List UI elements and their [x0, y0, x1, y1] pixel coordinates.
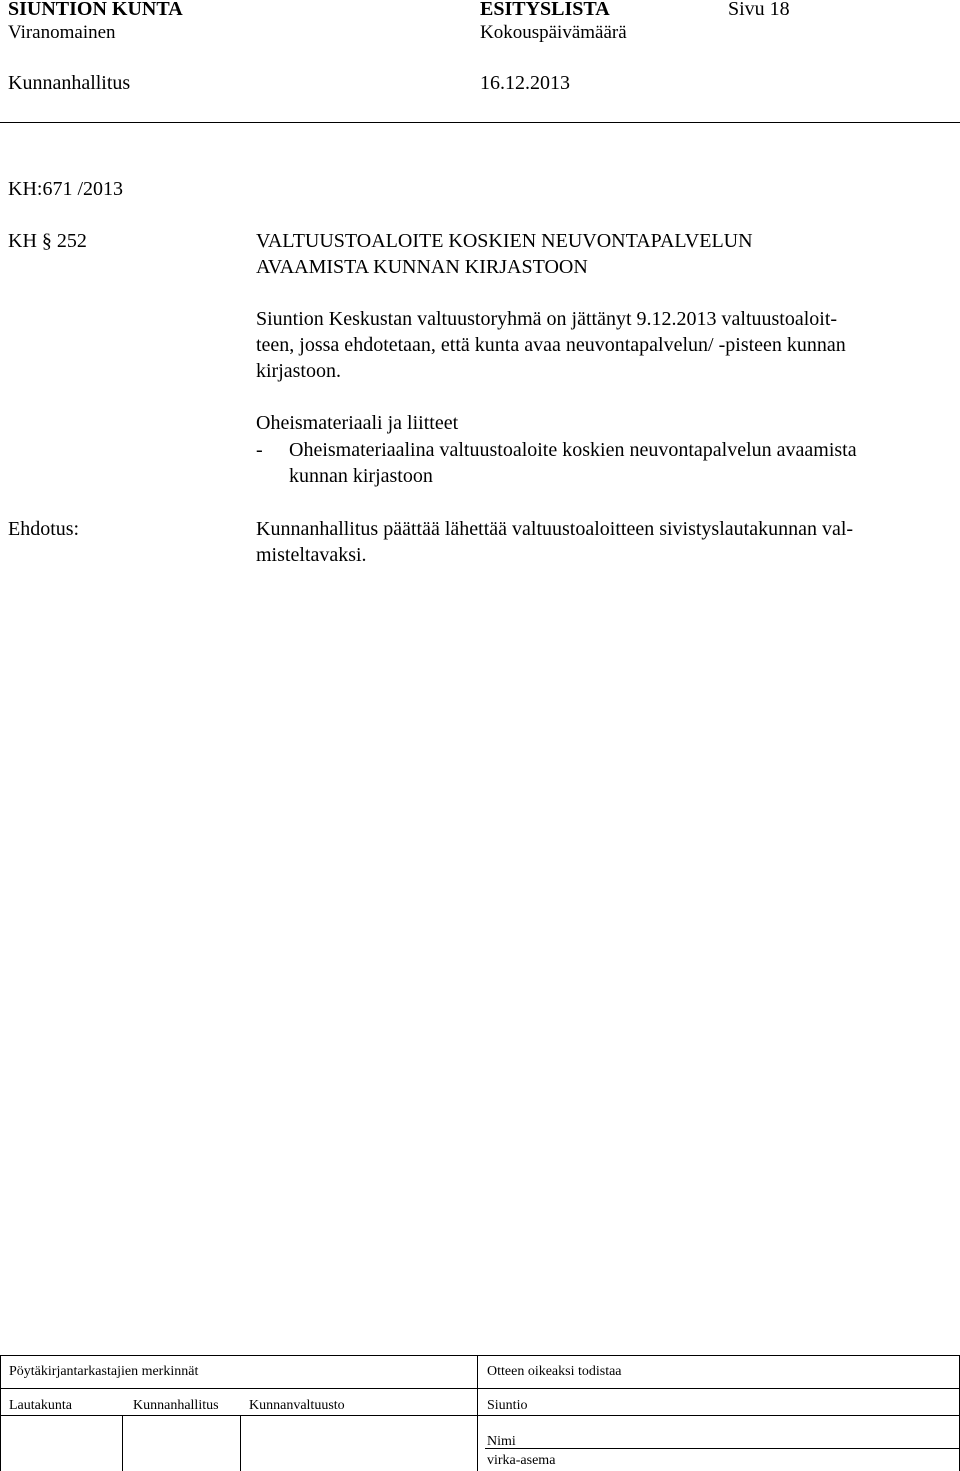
footer-row-border — [0, 1388, 960, 1389]
attachment-bullet: - — [256, 439, 263, 461]
signature-line — [485, 1448, 959, 1449]
meeting-date-value: 16.12.2013 — [480, 72, 570, 94]
proposal-line-2: misteltavaksi. — [256, 544, 367, 566]
footer-name-label: Nimi — [487, 1434, 516, 1449]
footer-col-municipal-board: Kunnanhallitus — [133, 1398, 219, 1413]
footer-position-label: virka-asema — [487, 1453, 556, 1468]
paragraph-line-3: kirjastoon. — [256, 360, 341, 382]
header-divider — [0, 122, 960, 123]
paragraph-line-2: teen, jossa ehdotetaan, että kunta avaa neuvontapalvelun/ -pisteen kunnan — [256, 334, 846, 356]
proposal-line-1: Kunnanhallitus päättää lähettää valtuustoaloitteen sivistyslautakunnan val- — [256, 518, 854, 540]
proposal-label: Ehdotus: — [8, 518, 80, 540]
authority-value: Kunnanhallitus — [8, 72, 131, 94]
meeting-date-label: Kokouspäivämäärä — [480, 22, 627, 43]
item-title-line-1: VALTUUSTOALOITE KOSKIEN NEUVONTAPALVELUN — [256, 230, 753, 252]
org-name: SIUNTION KUNTA — [8, 0, 183, 20]
footer-col-border — [0, 1355, 1, 1471]
attachments-heading: Oheismateriaali ja liitteet — [256, 412, 459, 434]
reference-number: KH:671 /2013 — [8, 178, 123, 200]
footer-top-border — [0, 1355, 960, 1356]
attachment-line-1: Oheismateriaalina valtuustoaloite koskien neuvontapalvelun avaamista — [289, 439, 857, 461]
item-title-line-2: AVAAMISTA KUNNAN KIRJASTOON — [256, 256, 588, 278]
footer-row-border — [0, 1415, 960, 1416]
paragraph-line-1: Siuntion Keskustan valtuustoryhmä on jättänyt 9.12.2013 valtuustoaloit- — [256, 308, 838, 330]
footer-col-border — [477, 1355, 478, 1471]
footer-place: Siuntio — [487, 1398, 528, 1413]
authority-label: Viranomainen — [8, 22, 116, 43]
footer-col-border — [240, 1415, 241, 1471]
certified-label: Otteen oikeaksi todistaa — [487, 1364, 622, 1379]
footer-col-council: Kunnanvaltuusto — [249, 1398, 345, 1413]
checkers-label: Pöytäkirjantarkastajien merkinnät — [9, 1364, 199, 1379]
footer-col-border — [122, 1415, 123, 1471]
section-number: KH § 252 — [8, 230, 87, 252]
doc-type: ESITYSLISTA — [480, 0, 610, 20]
attachment-line-2: kunnan kirjastoon — [289, 465, 433, 487]
page-number: Sivu 18 — [728, 0, 790, 20]
footer-col-board: Lautakunta — [9, 1398, 72, 1413]
